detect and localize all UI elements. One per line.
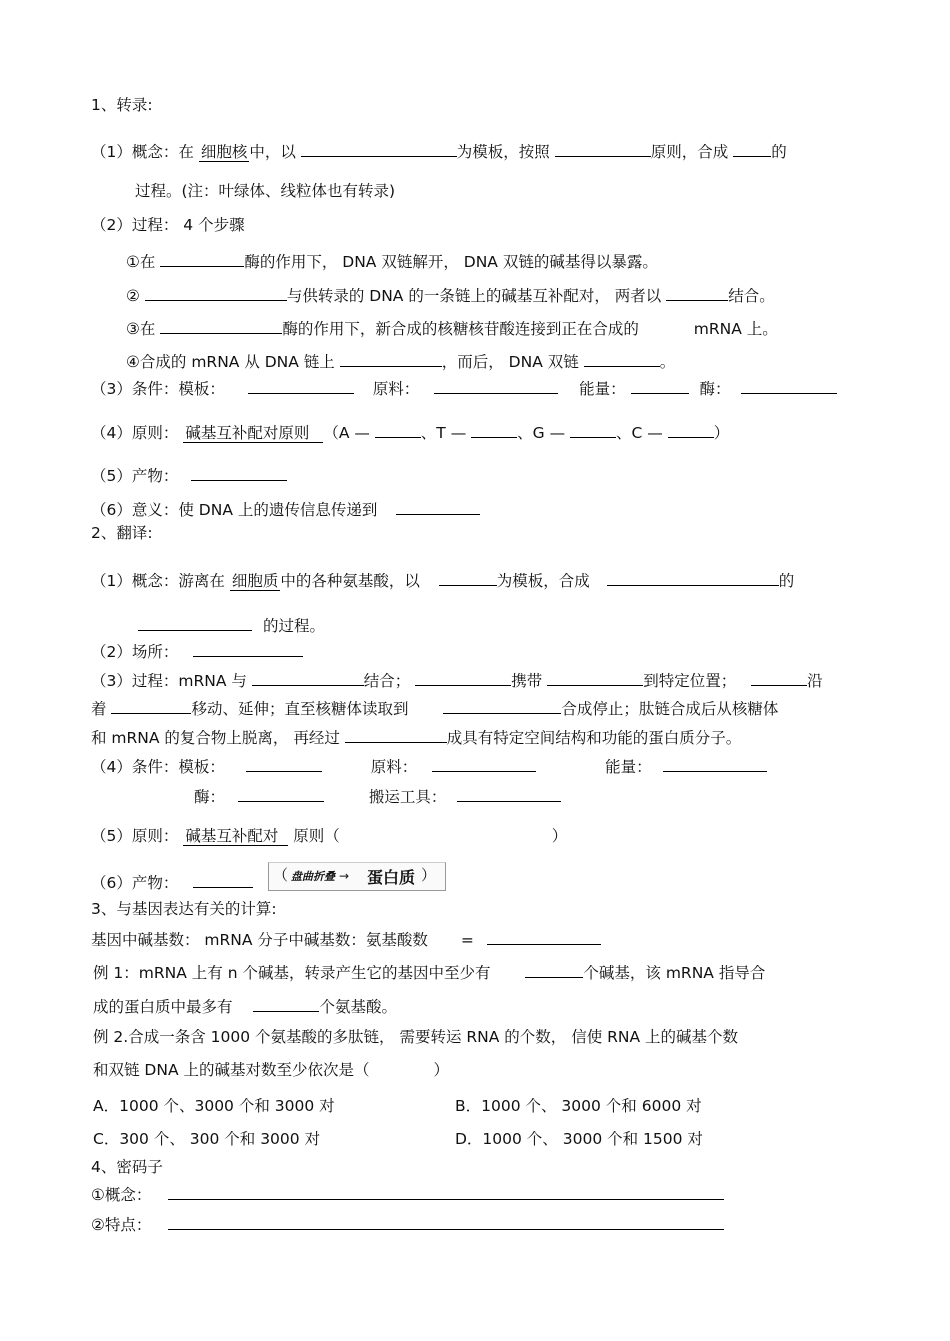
answer-blank[interactable] xyxy=(432,754,536,772)
underlined-term: 碱基互补配对原则 xyxy=(183,424,323,443)
text: ） xyxy=(713,424,730,442)
text: 和双链 DNA 上的碱基对数至少依次是（ xyxy=(93,1061,370,1079)
answer-blank[interactable] xyxy=(631,376,689,394)
text: （3）条件：模板： xyxy=(91,380,225,398)
bracket: （ xyxy=(273,866,289,884)
s2-location xyxy=(91,639,303,662)
text: 例 1：mRNA 上有 n 个碱基，转录产生它的基因中至少有 xyxy=(93,964,491,982)
equals: = xyxy=(460,931,474,949)
text: 原料： xyxy=(372,380,420,398)
text: （4）条件：模板： xyxy=(91,758,225,776)
s1-step-4 xyxy=(126,349,675,372)
s2-principle xyxy=(91,826,567,846)
text: 原则（ xyxy=(293,827,340,845)
s3-ratio-line xyxy=(91,927,601,950)
example-2-line-2 xyxy=(93,1060,449,1080)
text: 原料： xyxy=(370,758,418,776)
answer-blank[interactable] xyxy=(168,1182,724,1200)
answer-blank[interactable] xyxy=(375,420,421,438)
text: 、G — xyxy=(517,424,566,442)
answer-blank[interactable] xyxy=(248,376,354,394)
answer-blank[interactable] xyxy=(570,420,616,438)
text: 合成停止；肽链合成后从核糖体 xyxy=(561,700,779,718)
folding-label: 盘曲折叠 xyxy=(291,870,335,883)
answer-blank[interactable] xyxy=(668,420,714,438)
text: ①在 xyxy=(126,253,156,271)
answer-blank[interactable] xyxy=(439,568,497,586)
text: 中的各种氨基酸，以 xyxy=(280,572,420,590)
text: 酶： xyxy=(194,788,226,806)
underlined-term: 细胞核 xyxy=(200,143,248,161)
text: 搬运工具： xyxy=(368,788,447,806)
s2-process-line-2 xyxy=(91,696,778,719)
answer-blank[interactable] xyxy=(252,668,364,686)
s1-principle xyxy=(91,420,729,443)
s1-meaning xyxy=(91,497,480,520)
example-2-line-1: 例 2.合成一条含 1000 个氨基酸的多肽链， 需要转运 RNA 的个数， 信使 RNA 上的碱基个数 xyxy=(93,1028,739,1046)
text: 能量： xyxy=(579,380,626,398)
answer-blank[interactable] xyxy=(193,870,253,888)
s1-concept-line-2: 过程。(注：叶绿体、线粒体也有转录) xyxy=(135,182,396,200)
answer-blank[interactable] xyxy=(160,316,282,334)
answer-blank[interactable] xyxy=(434,376,558,394)
text: 。 xyxy=(659,353,676,371)
answer-blank[interactable] xyxy=(547,668,643,686)
text: （1）概念：游离在 xyxy=(91,572,225,590)
s2-concept-line xyxy=(91,568,794,591)
example-1-line-2 xyxy=(93,994,397,1017)
text: 、C — xyxy=(616,424,663,442)
answer-blank[interactable] xyxy=(238,784,324,802)
answer-blank[interactable] xyxy=(193,639,303,657)
s2-concept-line-2 xyxy=(138,613,325,636)
text: （3）过程：mRNA 与 xyxy=(91,672,247,690)
text: ②特点： xyxy=(91,1216,152,1234)
text: 结合。 xyxy=(728,287,775,305)
text: ④合成的 mRNA 从 DNA 链上 xyxy=(126,353,335,371)
answer-blank[interactable] xyxy=(301,139,457,157)
text: 个氨基酸。 xyxy=(319,998,397,1016)
text: 携带 xyxy=(511,672,543,690)
answer-blank[interactable] xyxy=(607,568,779,586)
answer-blank[interactable] xyxy=(443,696,561,714)
section-2-title: 2、翻译: xyxy=(91,524,153,542)
answer-blank[interactable] xyxy=(487,927,601,945)
section-1-title: 1、转录: xyxy=(91,96,153,114)
underlined-term: 细胞质 xyxy=(231,572,279,590)
answer-blank[interactable] xyxy=(555,139,651,157)
option-c[interactable]: C．300 个、 300 个和 3000 对 xyxy=(93,1130,321,1148)
text: 成具有特定空间结构和功能的蛋白质分子。 xyxy=(446,729,742,747)
s2-product xyxy=(91,870,253,893)
answer-blank[interactable] xyxy=(340,349,442,367)
text: ② xyxy=(126,287,140,305)
s1-concept-line xyxy=(91,139,787,162)
bracket: ） xyxy=(421,866,437,884)
answer-blank[interactable] xyxy=(191,463,287,481)
text: 的 xyxy=(771,143,787,161)
answer-blank[interactable] xyxy=(666,283,728,301)
answer-blank[interactable] xyxy=(741,376,837,394)
section-4-title: 4、密码子 xyxy=(91,1158,163,1176)
section-3-title: 3、与基因表达有关的计算: xyxy=(91,900,277,918)
s1-step-1 xyxy=(126,249,658,272)
s2-conditions-1 xyxy=(91,754,767,777)
text: 酶： xyxy=(699,380,731,398)
text: 和 mRNA 的复合物上脱离， 再经过 xyxy=(91,729,340,747)
answer-blank[interactable] xyxy=(663,754,767,772)
answer-blank[interactable] xyxy=(751,668,807,686)
s1-product xyxy=(91,463,287,486)
answer-blank[interactable] xyxy=(345,725,447,743)
text: 个碱基，该 mRNA 指导合 xyxy=(583,964,766,982)
text: （6）意义：使 DNA 上的遗传信息传递到 xyxy=(91,501,378,519)
text: ） xyxy=(551,827,568,845)
underlined-term: 碱基互补配对 xyxy=(183,827,288,846)
answer-blank[interactable] xyxy=(525,960,583,978)
answer-blank[interactable] xyxy=(584,349,660,367)
s4-features xyxy=(91,1212,724,1235)
answer-blank[interactable] xyxy=(733,139,771,157)
text: 基因中碱基数： mRNA 分子中碱基数：氨基酸数 xyxy=(91,931,428,949)
text: （2）场所： xyxy=(91,643,179,661)
text: ，而后， DNA 双链 xyxy=(441,353,579,371)
protein-label: 蛋白质 xyxy=(367,868,416,887)
s1-process-title: （2）过程： 4 个步骤 xyxy=(91,216,245,234)
answer-blank[interactable] xyxy=(168,1212,724,1230)
text: （5）原则： xyxy=(91,827,179,845)
text: 结合； xyxy=(363,672,411,690)
answer-blank[interactable] xyxy=(253,994,319,1012)
s4-concept xyxy=(91,1182,724,1205)
text: 的 xyxy=(778,572,795,590)
text: 移动、延伸；直至核糖体读取到 xyxy=(191,700,409,718)
answer-blank[interactable] xyxy=(145,283,287,301)
text: （A — xyxy=(323,424,370,442)
text: 与供转录的 DNA 的一条链上的碱基互补配对， 两者以 xyxy=(286,287,662,305)
s1-step-2 xyxy=(126,283,775,306)
text: 的过程。 xyxy=(262,617,325,635)
answer-blank[interactable] xyxy=(471,420,517,438)
text: 酶的作用下，新合成的核糖核苷酸连接到正在合成的 xyxy=(282,320,639,338)
option-b[interactable]: B．1000 个、 3000 个和 6000 对 xyxy=(455,1097,702,1115)
text: （6）产物： xyxy=(91,874,179,892)
text: 为模板，按照 xyxy=(456,143,550,161)
option-a[interactable]: A．1000 个、3000 个和 3000 对 xyxy=(93,1097,335,1115)
text: 沿 xyxy=(807,672,823,690)
text: 原则，合成 xyxy=(650,143,729,161)
s1-conditions xyxy=(91,376,837,399)
example-1-line-1 xyxy=(93,960,765,983)
text: mRNA 上。 xyxy=(693,320,778,338)
answer-blank[interactable] xyxy=(396,497,480,515)
text: （4）原则： xyxy=(91,424,179,442)
s2-conditions-2 xyxy=(194,784,561,807)
s1-step-3 xyxy=(126,316,778,339)
answer-blank[interactable] xyxy=(160,249,244,267)
text: ①概念： xyxy=(91,1186,152,1204)
text: （1）概念：在 xyxy=(91,143,194,161)
text: 成的蛋白质中最多有 xyxy=(93,998,233,1016)
text: 着 xyxy=(91,700,107,718)
s2-process-line-1 xyxy=(91,668,823,691)
answer-blank[interactable] xyxy=(138,613,252,631)
text: ） xyxy=(433,1061,450,1079)
arrow-icon: → xyxy=(339,869,350,883)
option-d[interactable]: D．1000 个、 3000 个和 1500 对 xyxy=(455,1130,703,1148)
text: 为模板，合成 xyxy=(496,572,590,590)
text: 酶的作用下， DNA 双链解开， DNA 双链的碱基得以暴露。 xyxy=(244,253,658,271)
text: ③在 xyxy=(126,320,156,338)
answer-blank[interactable] xyxy=(415,668,511,686)
text: 、T — xyxy=(420,424,467,442)
protein-folding-figure xyxy=(268,862,446,891)
s2-process-line-3 xyxy=(91,725,741,748)
answer-blank[interactable] xyxy=(111,696,191,714)
text: 能量： xyxy=(605,758,652,776)
answer-blank[interactable] xyxy=(457,784,561,802)
text: 到特定位置； xyxy=(643,672,737,690)
answer-blank[interactable] xyxy=(246,754,322,772)
text: （5）产物： xyxy=(91,467,179,485)
text: 中，以 xyxy=(249,143,296,161)
